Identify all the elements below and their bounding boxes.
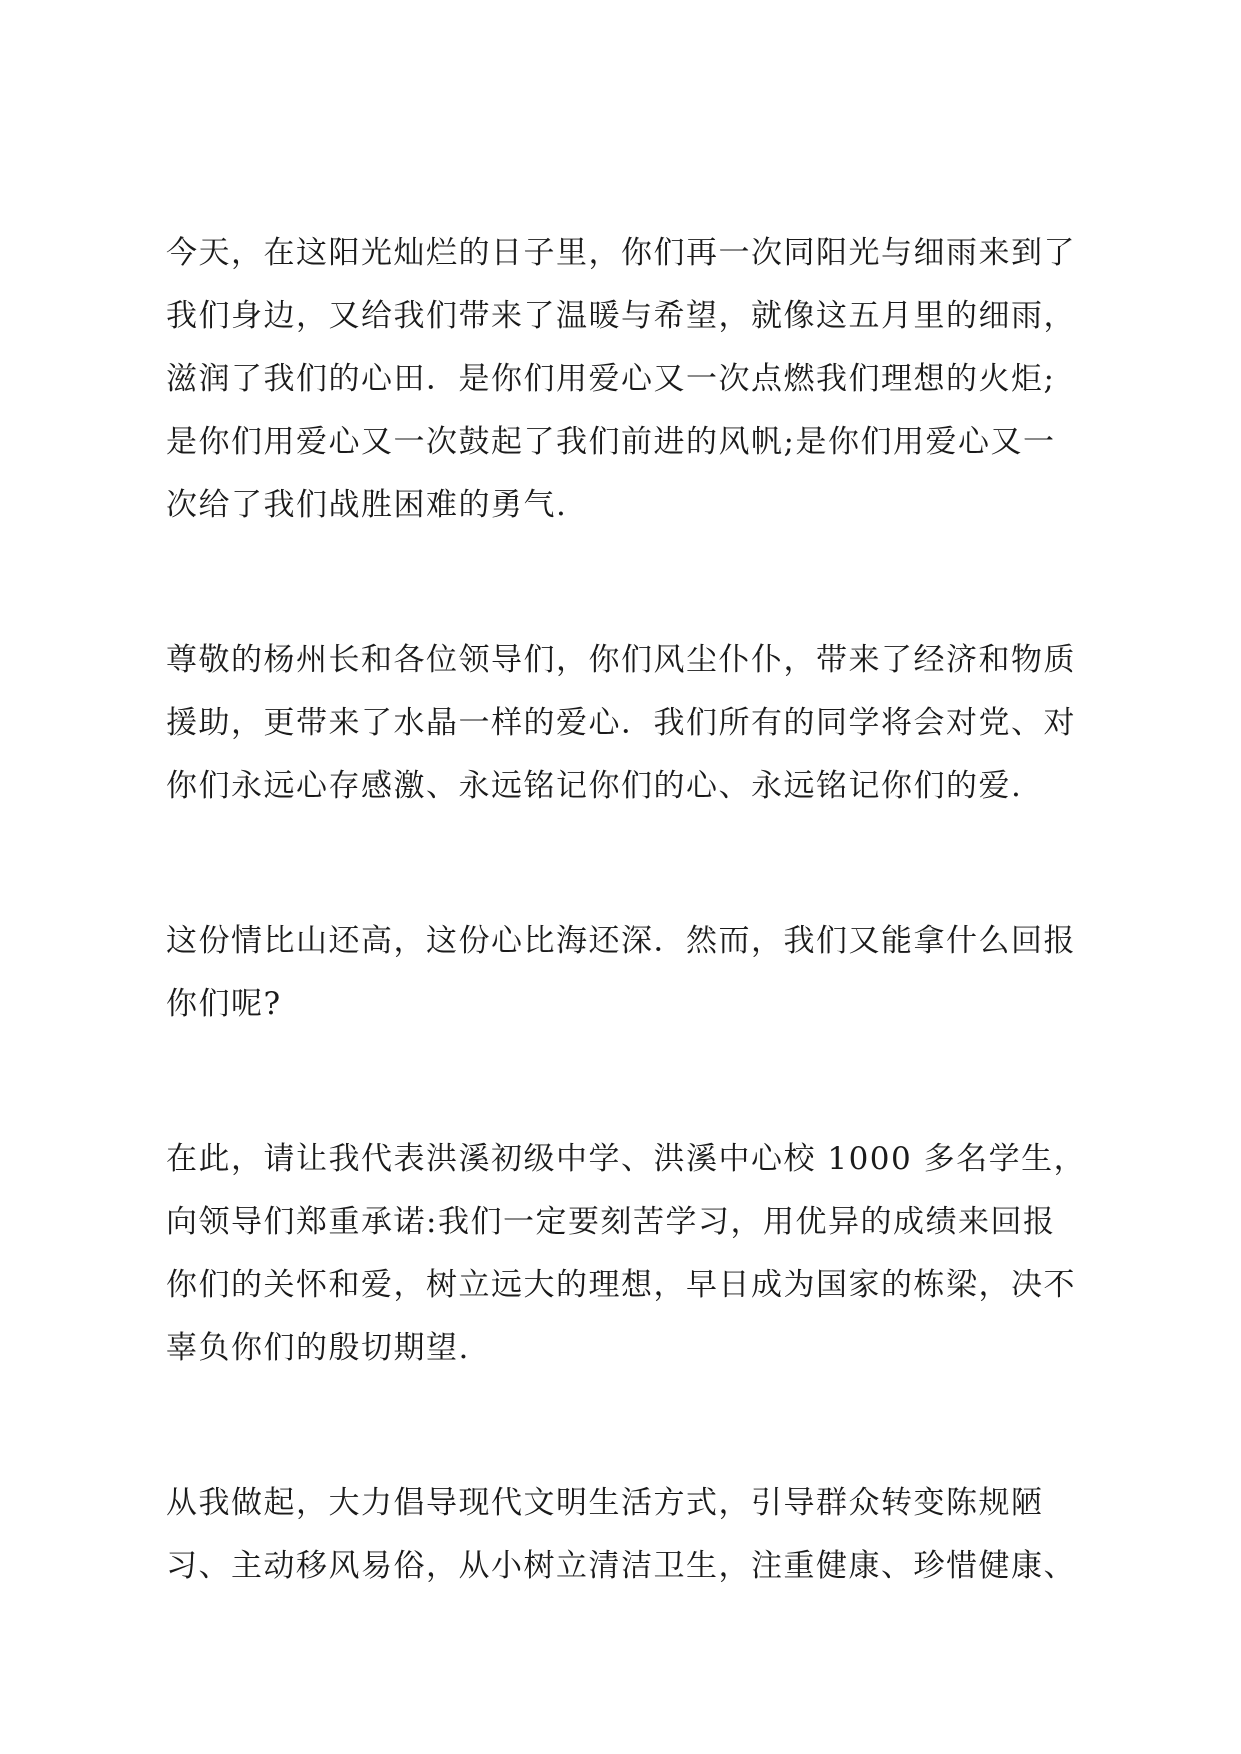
text-line: 我们身边，又给我们带来了温暖与希望，就像这五月里的细雨， — [166, 298, 1076, 334]
paragraph-promise — [166, 1128, 1096, 1380]
text-line: 次给了我们战胜困难的勇气. — [166, 487, 568, 523]
text-line: 辜负你们的殷切期望. — [166, 1330, 470, 1366]
paragraph-question — [166, 910, 1096, 1036]
text-line: 你们呢? — [166, 986, 282, 1022]
text-line: 是你们用爱心又一次鼓起了我们前进的风帆;是你们用爱心又一 — [166, 424, 1056, 460]
text-line: 你们永远心存感激、永远铭记你们的心、永远铭记你们的爱. — [166, 768, 1023, 804]
document-body — [166, 222, 1096, 1690]
text-line: 援助，更带来了水晶一样的爱心．我们所有的同学将会对党、对 — [166, 705, 1076, 741]
text-line: 习、主动移风易俗，从小树立清洁卫生，注重健康、珍惜健康、 — [166, 1548, 1076, 1584]
text-line: 这份情比山还高，这份心比海还深．然而，我们又能拿什么回报 — [166, 923, 1076, 959]
paragraph-gratitude — [166, 222, 1096, 537]
text-line: 从我做起，大力倡导现代文明生活方式，引导群众转变陈规陋 — [166, 1485, 1044, 1521]
text-line: 今天，在这阳光灿烂的日子里，你们再一次同阳光与细雨来到了 — [166, 235, 1076, 271]
text-line: 滋润了我们的心田．是你们用爱心又一次点燃我们理想的火炬; — [166, 361, 1056, 397]
text-line: 向领导们郑重承诺:我们一定要刻苦学习，用优异的成绩来回报 — [166, 1204, 1056, 1240]
paragraph-leaders — [166, 629, 1096, 818]
text-line: 尊敬的杨州长和各位领导们，你们风尘仆仆，带来了经济和物质 — [166, 642, 1076, 678]
paragraph-action — [166, 1472, 1096, 1598]
text-line: 你们的关怀和爱，树立远大的理想，早日成为国家的栋梁，决不 — [166, 1267, 1076, 1303]
text-line: 在此，请让我代表洪溪初级中学、洪溪中心校 1000 多名学生， — [166, 1141, 1087, 1177]
